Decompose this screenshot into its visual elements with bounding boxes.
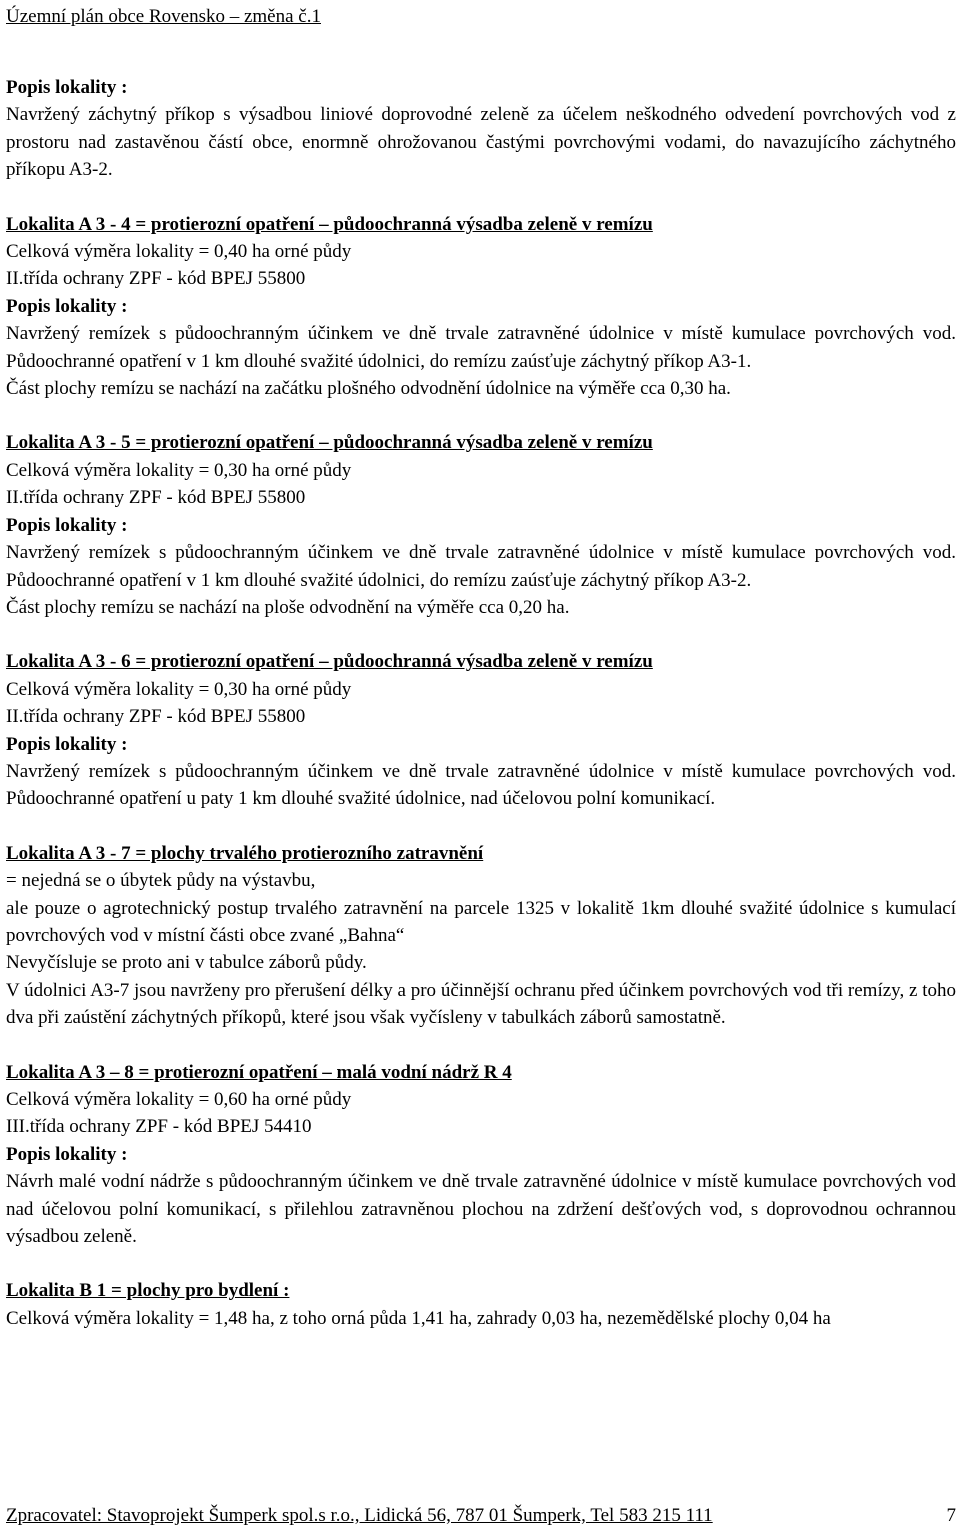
description-text: Navržený remízek s půdoochranným účinkem ve dně trvale zatravněné údolnice v místě kumulace povrchových vod. Půdoochranné opatření u paty 1 km dlouhé svažité údolnice, nad účelovou polní komunikací. bbox=[6, 760, 956, 810]
note-text: Část plochy remízu se nachází na začátku plošného odvodnění údolnice na výměře cca 0,30 ha. bbox=[6, 378, 731, 400]
section-title: Lokalita A 3 – 8 = protierozní opatření – malá vodní nádrž R 4 bbox=[6, 1061, 512, 1083]
class-line: II.třída ochrany ZPF - kód BPEJ 55800 bbox=[6, 487, 306, 509]
area-line: Celková výměra lokality = 0,40 ha orné půdy bbox=[6, 241, 352, 263]
document-body bbox=[6, 74, 956, 1332]
text-line: Nevyčísluje se proto ani v tabulce záborů půdy. bbox=[6, 952, 367, 974]
section-title: Lokalita A 3 - 7 = plochy trvalého protierozního zatravnění bbox=[6, 842, 484, 864]
section-b1 bbox=[6, 1277, 956, 1332]
description-text: Navržený remízek s půdoochranným účinkem ve dně trvale zatravněné údolnice v místě kumulace povrchových vod. Půdoochranné opatření v 1 km dlouhé svažité údolnici, do remízu zaúsťuje záchytný příkop A3-2. bbox=[6, 542, 956, 591]
description-text: Návrh malé vodní nádrže s půdoochranným účinkem ve dně trvale zatravněné údolnice v místě kumulace povrchových vod nad účelovou polní komunikací, s přilehlou zatravněnou plochou na zdržení dešťových vod, s doprovodnou ochrannou výsadbou zeleně. bbox=[6, 1171, 956, 1248]
note-text: Část plochy remízu se nachází na ploše odvodnění na výměře cca 0,20 ha. bbox=[6, 596, 570, 618]
page-number: 7 bbox=[946, 1505, 956, 1526]
section-a37 bbox=[6, 840, 956, 1032]
area-line: Celková výměra lokality = 0,30 ha orné půdy bbox=[6, 459, 352, 481]
section-title: Lokalita A 3 - 6 = protierozní opatření – půdoochranná výsadba zeleně v remízu bbox=[6, 651, 653, 673]
text-line: = nejedná se o úbytek půdy na výstavbu, bbox=[6, 870, 316, 892]
text-line: ale pouze o agrotechnický postup trvalého zatravnění na parcele 1325 v lokalitě 1km dlouhé svažité údolnice s kumulací povrchových vod v místní části obce zvané „Bahna“ bbox=[6, 897, 956, 946]
area-line: Celková výměra lokality = 0,30 ha orné půdy bbox=[6, 678, 352, 700]
description-text: Celková výměra lokality = 1,48 ha, z toho orná půda 1,41 ha, zahrady 0,03 ha, nezemědělské plochy 0,04 ha bbox=[6, 1307, 831, 1329]
class-line: III.třída ochrany ZPF - kód BPEJ 54410 bbox=[6, 1116, 312, 1138]
section-title: Lokalita A 3 - 5 = protierozní opatření – půdoochranná výsadba zeleně v remízu bbox=[6, 432, 653, 454]
popis-heading: Popis lokality : bbox=[6, 733, 128, 755]
class-line: II.třída ochrany ZPF - kód BPEJ 55800 bbox=[6, 268, 306, 290]
section-title: Lokalita A 3 - 4 = protierozní opatření – půdoochranná výsadba zeleně v remízu bbox=[6, 213, 653, 235]
class-line: II.třída ochrany ZPF - kód BPEJ 55800 bbox=[6, 706, 306, 728]
page-footer bbox=[6, 1503, 956, 1529]
section-a33-description bbox=[6, 74, 956, 184]
section-a36 bbox=[6, 648, 956, 812]
description-text: Navržený záchytný příkop s výsadbou liniové doprovodné zeleně za účelem neškodného odvedení povrchových vod z prostoru nad zastavěnou částí obce, enormně ohrožovanou častými povrchovými vodami, do navazujícího záchytného příkopu A3-2. bbox=[6, 104, 956, 181]
area-line: Celková výměra lokality = 0,60 ha orné půdy bbox=[6, 1089, 352, 1110]
popis-heading: Popis lokality : bbox=[6, 514, 128, 536]
section-a38 bbox=[6, 1059, 956, 1251]
section-a35 bbox=[6, 429, 956, 621]
page-header-title: Územní plán obce Rovensko – změna č.1 bbox=[6, 6, 321, 27]
text-line: V údolnici A3-7 jsou navrženy pro přerušení délky a pro účinnější ochranu před účinkem povrchových vod tři remízy, z toho dva při zaústění záchytných příkopů, které jsou však vyčísleny v tabulkách záborů samostatně. bbox=[6, 979, 956, 1029]
section-a34 bbox=[6, 211, 956, 403]
popis-heading: Popis lokality : bbox=[6, 1143, 128, 1165]
popis-heading: Popis lokality : bbox=[6, 77, 128, 98]
footer-address: Zpracovatel: Stavoprojekt Šumperk spol.s r.o., Lidická 56, 787 01 Šumperk, Tel 583 215 111 bbox=[6, 1505, 713, 1526]
description-text: Navržený remízek s půdoochranným účinkem ve dně trvale zatravněné údolnice v místě kumulace povrchových vod. Půdoochranné opatření v 1 km dlouhé svažité údolnici, do remízu zaúsťuje záchytný příkop A3-1. bbox=[6, 323, 956, 372]
popis-heading: Popis lokality : bbox=[6, 295, 128, 317]
section-title: Lokalita B 1 = plochy pro bydlení : bbox=[6, 1280, 290, 1302]
